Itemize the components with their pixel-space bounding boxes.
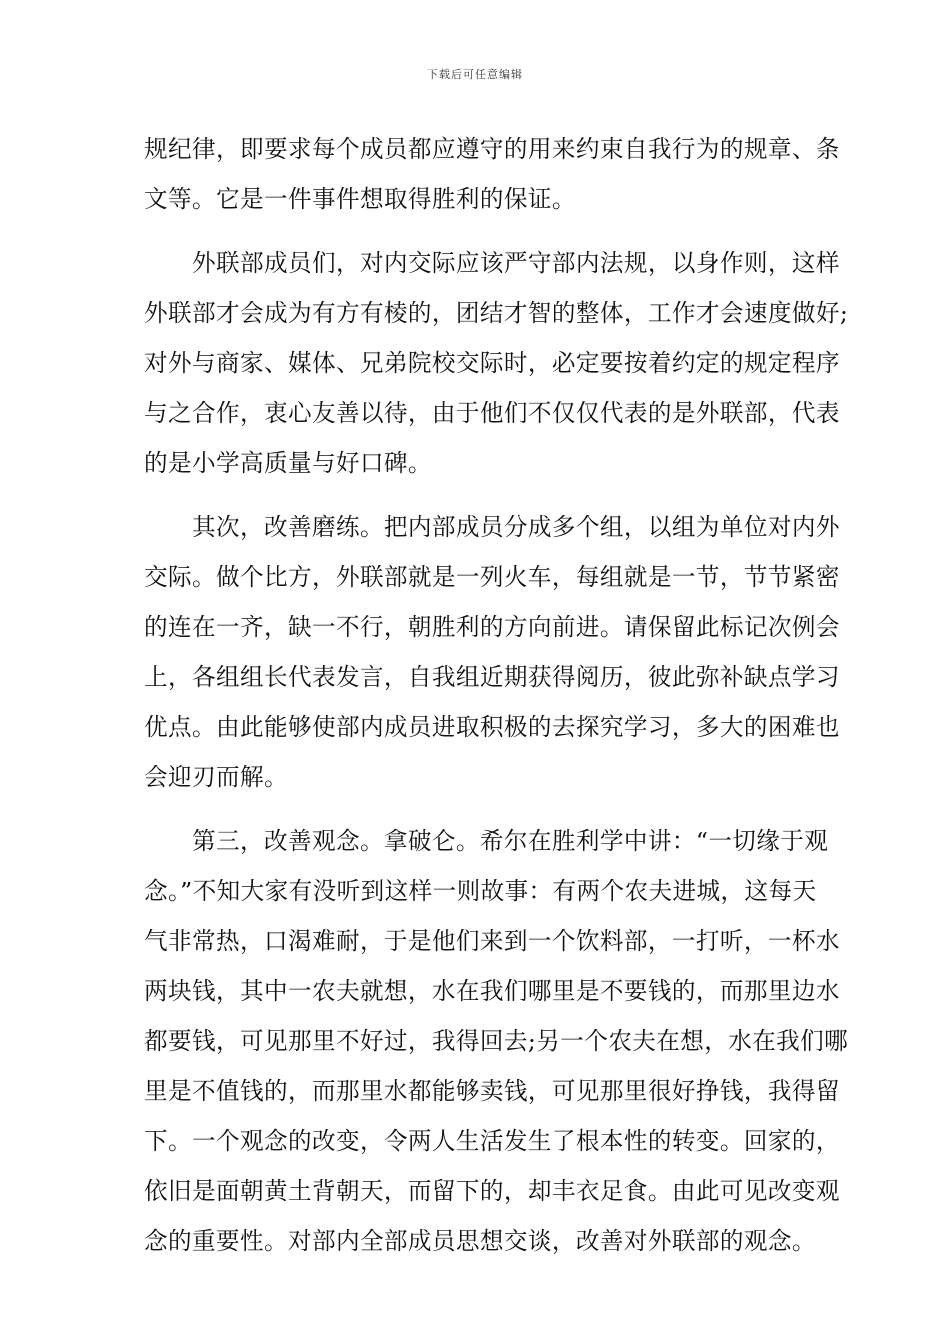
text-line: 气非常热，口渴难耐，于是他们来到一个饮料部，一打听，一杯水 [144,927,840,955]
text-line: 的是小学高质量与好口碑。 [144,449,432,477]
text-line: 第三，改善观念。拿破仑。希尔在胜利学中讲：“一切缘于观 [144,827,829,855]
text-line: 两块钱，其中一农夫就想，水在我们哪里是不要钱的，而那里边水 [144,977,840,1005]
text-line: 与之合作，衷心友善以待，由于他们不仅仅代表的是外联部，代表 [144,399,840,427]
text-line: 里是不值钱的，而那里水都能够卖钱，可见那里很好挣钱，我得留 [144,1077,840,1105]
text-line: 都要钱，可见那里不好过，我得回去;另一个农夫在想，水在我们哪 [144,1027,849,1055]
text-line: 外联部成员们，对内交际应该严守部内法规，以身作则，这样 [144,249,840,277]
text-line: 会迎刃而解。 [144,763,288,791]
text-line: 外联部才会成为有方有棱的，团结才智的整体，工作才会速度做好; [144,299,849,327]
text-line: 交际。做个比方，外联部就是一列火车，每组就是一节，节节紧密 [144,563,840,591]
text-line: 对外与商家、媒体、兄弟院校交际时，必定要按着约定的规定程序 [144,349,840,377]
text-line: 的连在一齐，缺一不行，朝胜利的方向前进。请保留此标记次例会 [144,613,840,641]
text-line: 其次，改善磨练。把内部成员分成多个组，以组为单位对内外 [144,513,840,541]
text-line: 文等。它是一件事件想取得胜利的保证。 [144,185,576,213]
paragraph [144,502,840,802]
paragraph [144,238,849,488]
paragraph [144,816,849,1266]
text-line: 念的重要性。对部内全部成员思想交谈，改善对外联部的观念。 [144,1227,816,1255]
text-line: 念。”不知大家有没听到这样一则故事：有两个农夫进城，这每天 [144,877,817,905]
text-line: 依旧是面朝黄土背朝天，而留下的，却丰衣足食。由此可见改变观 [144,1177,840,1205]
text-line: 下。一个观念的改变，令两人生活发生了根本性的转变。回家的， [144,1127,840,1155]
text-line: 优点。由此能够使部内成员进取积极的去探究学习，多大的困难也 [144,713,840,741]
header-note: 下载后可任意编辑 [427,68,523,81]
paragraph [144,124,840,224]
text-line: 上，各组组长代表发言，自我组近期获得阅历，彼此弥补缺点学习 [144,663,840,691]
text-line: 规纪律，即要求每个成员都应遵守的用来约束自我行为的规章、条 [144,135,840,163]
document-body [144,124,849,1266]
